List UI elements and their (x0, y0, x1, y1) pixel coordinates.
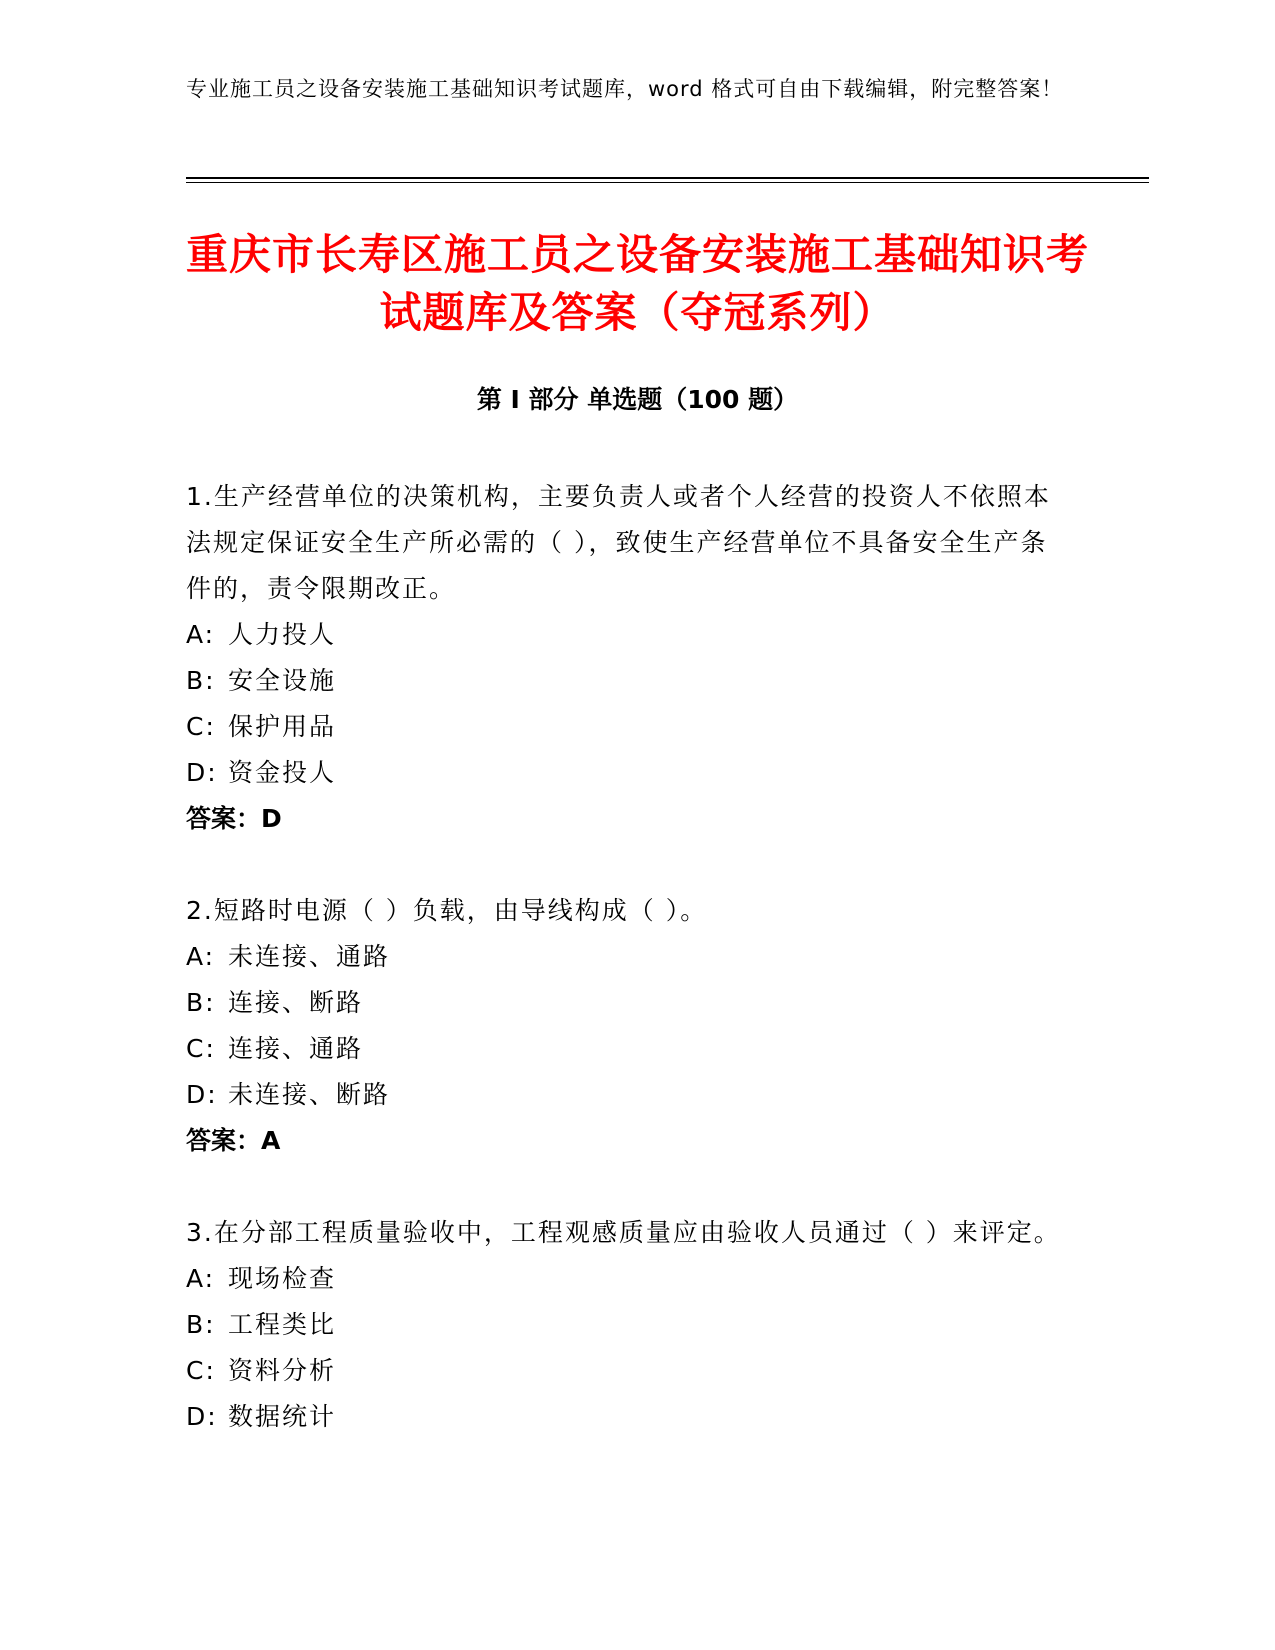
option-letter: D: (186, 1402, 218, 1431)
option-letter: A: (186, 620, 216, 649)
question-1 (186, 474, 1066, 842)
option-letter: B: (186, 988, 216, 1017)
option-text: 连接、通路 (228, 1034, 364, 1063)
option-letter: A: (186, 1264, 216, 1293)
option-d (186, 1072, 1066, 1118)
question-list (186, 474, 1066, 1486)
question-text: 2.短路时电源（ ）负载，由导线构成（ ）。 (186, 896, 708, 925)
question-3 (186, 1210, 1066, 1440)
answer: 答案：A (186, 1126, 281, 1155)
option-c (186, 1026, 1066, 1072)
option-letter: C: (186, 1356, 216, 1385)
option-a (186, 612, 1066, 658)
option-text: 资金投人 (228, 758, 337, 787)
option-letter: D: (186, 1080, 218, 1109)
option-text: 安全设施 (228, 666, 337, 695)
option-a (186, 934, 1066, 980)
option-text: 资料分析 (228, 1356, 337, 1385)
option-text: 工程类比 (228, 1310, 337, 1339)
option-text: 人力投人 (228, 620, 337, 649)
option-letter: C: (186, 1034, 216, 1063)
option-letter: B: (186, 1310, 216, 1339)
answer: 答案：D (186, 804, 282, 833)
section-title: 第 I 部分 单选题（100 题） (476, 385, 799, 414)
question-text: 3.在分部工程质量验收中，工程观感质量应由验收人员通过（ ）来评定。 (186, 1218, 1061, 1247)
option-letter: C: (186, 712, 216, 741)
option-d (186, 750, 1066, 796)
option-text: 连接、断路 (228, 988, 364, 1017)
option-letter: A: (186, 942, 216, 971)
option-letter: D: (186, 758, 218, 787)
option-text: 现场检查 (228, 1264, 337, 1293)
option-text: 数据统计 (228, 1402, 337, 1431)
question-text: 1.生产经营单位的决策机构，主要负责人或者个人经营的投资人不依照本法规定保证安全生产所必需的（ ），致使生产经营单位不具备安全生产条件的，责令限期改正。 (186, 482, 1051, 603)
header-divider-thin (186, 182, 1149, 183)
option-c (186, 704, 1066, 750)
header-note: 专业施工员之设备安装施工基础知识考试题库，word 格式可自由下载编辑，附完整答案！ (186, 77, 1064, 101)
option-b (186, 1302, 1066, 1348)
option-c (186, 1348, 1066, 1394)
option-text: 未连接、通路 (228, 942, 391, 971)
question-2 (186, 888, 1066, 1164)
option-d (186, 1394, 1066, 1440)
option-text: 未连接、断路 (228, 1080, 391, 1109)
option-b (186, 658, 1066, 704)
header-divider-thick (186, 177, 1149, 179)
document-title: 重庆市长寿区施工员之设备安装施工基础知识考试题库及答案（夺冠系列） (186, 230, 1090, 337)
option-a (186, 1256, 1066, 1302)
option-b (186, 980, 1066, 1026)
option-text: 保护用品 (228, 712, 337, 741)
option-letter: B: (186, 666, 216, 695)
